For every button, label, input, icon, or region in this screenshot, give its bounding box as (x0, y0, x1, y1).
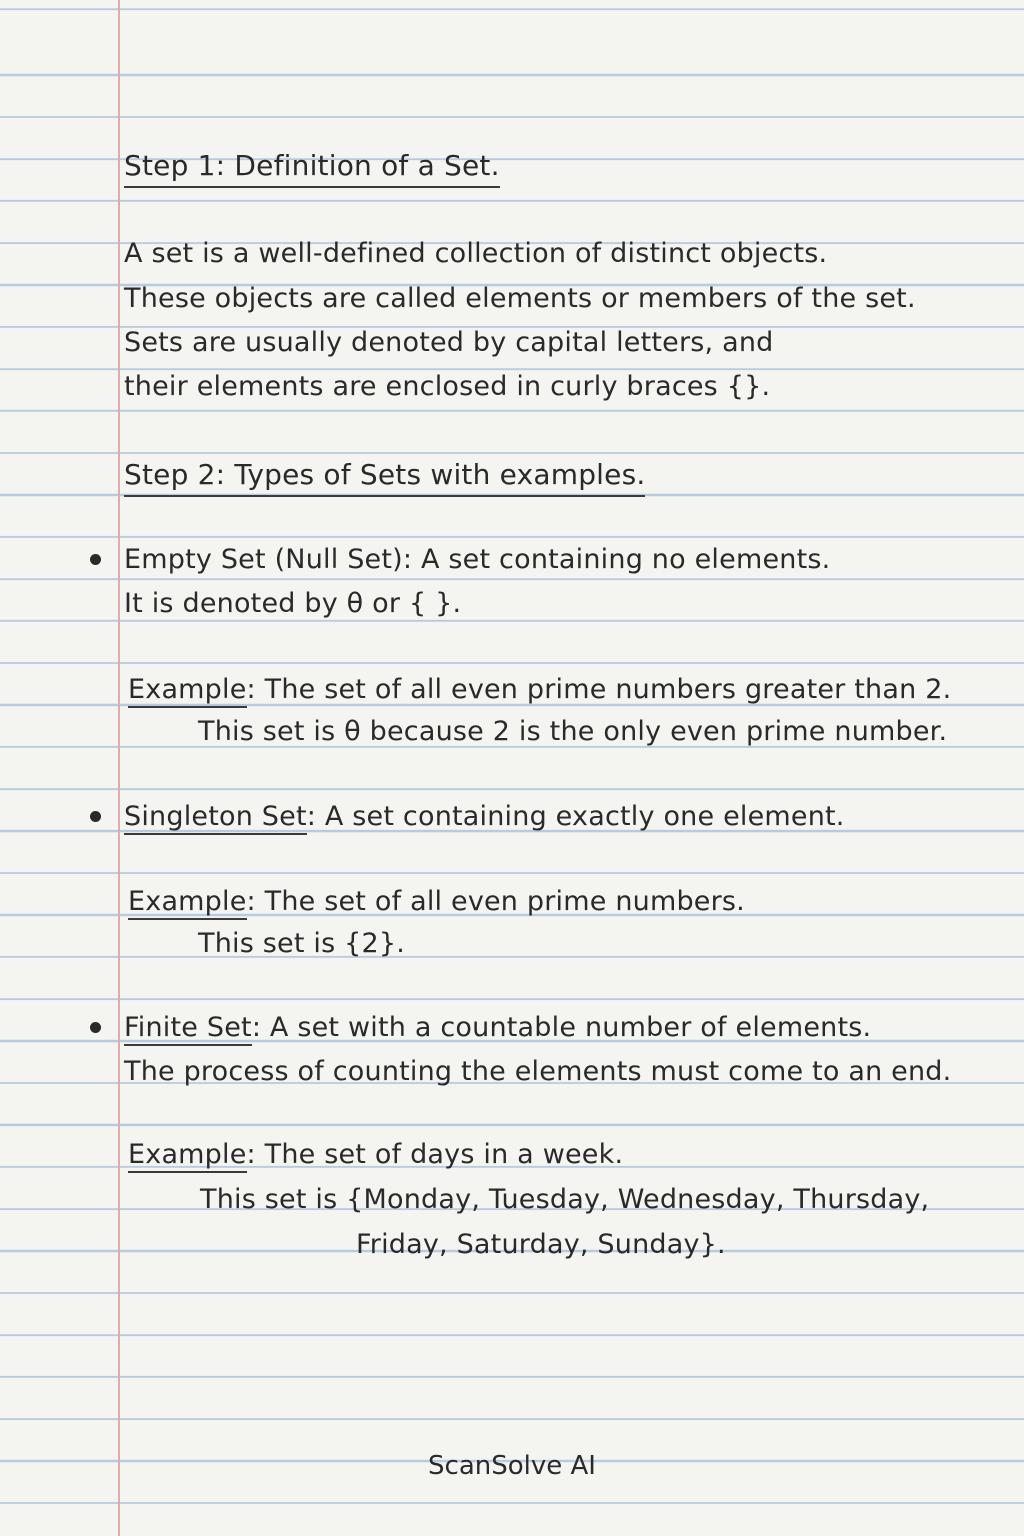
finite-set-term: Finite Set (124, 1012, 252, 1046)
bullet-dot (90, 1022, 101, 1033)
step1-heading: Step 1: Definition of a Set. (124, 149, 500, 188)
finite-set-definition-text: : A set with a countable number of elements. (251, 1012, 872, 1043)
example-label: Example (128, 886, 247, 920)
example-label: Example (128, 674, 247, 708)
finite-set-definition (124, 1008, 871, 1048)
empty-set-definition (124, 540, 830, 580)
empty-set-definition-text: : A set containing no elements. (402, 544, 831, 575)
singleton-set-example-result: This set is {2}. (198, 928, 406, 959)
singleton-set-example (128, 882, 745, 922)
bullet-dot (90, 554, 101, 565)
finite-set-example-result-1: This set is {Monday, Tuesday, Wednesday, Thursday, (200, 1184, 930, 1215)
finite-set-example-text: : The set of days in a week. (246, 1139, 624, 1170)
empty-set-term: Empty Set (Null Set) (124, 544, 403, 575)
bullet-dot (90, 811, 101, 822)
singleton-set-term: Singleton Set (124, 801, 307, 835)
singleton-set-example-text: : The set of all even prime numbers. (246, 886, 745, 917)
step1-line-4: their elements are enclosed in curly braces {}. (124, 371, 771, 402)
singleton-set-definition (124, 797, 845, 837)
step1-line-1: A set is a well-defined collection of distinct objects. (124, 238, 828, 269)
singleton-set-definition-text: : A set containing exactly one element. (306, 801, 845, 832)
example-label: Example (128, 1139, 247, 1173)
empty-set-line-2: It is denoted by θ or { }. (124, 588, 462, 619)
empty-set-example-text: : The set of all even prime numbers greater than 2. (246, 674, 952, 705)
brand-footer: ScanSolve AI (428, 1451, 596, 1481)
empty-set-example (128, 670, 951, 710)
finite-set-example (128, 1135, 623, 1175)
empty-set-example-result: This set is θ because 2 is the only even prime number. (198, 716, 948, 747)
step1-line-3: Sets are usually denoted by capital letters, and (124, 327, 774, 358)
finite-set-example-result-2: Friday, Saturday, Sunday}. (356, 1229, 726, 1260)
finite-set-line-2: The process of counting the elements must come to an end. (124, 1056, 952, 1087)
step1-line-2: These objects are called elements or members of the set. (124, 283, 916, 314)
step2-heading-row (124, 455, 645, 496)
step2-heading: Step 2: Types of Sets with examples. (124, 458, 645, 497)
step1-heading-row (124, 146, 500, 187)
margin-line (118, 0, 120, 1536)
